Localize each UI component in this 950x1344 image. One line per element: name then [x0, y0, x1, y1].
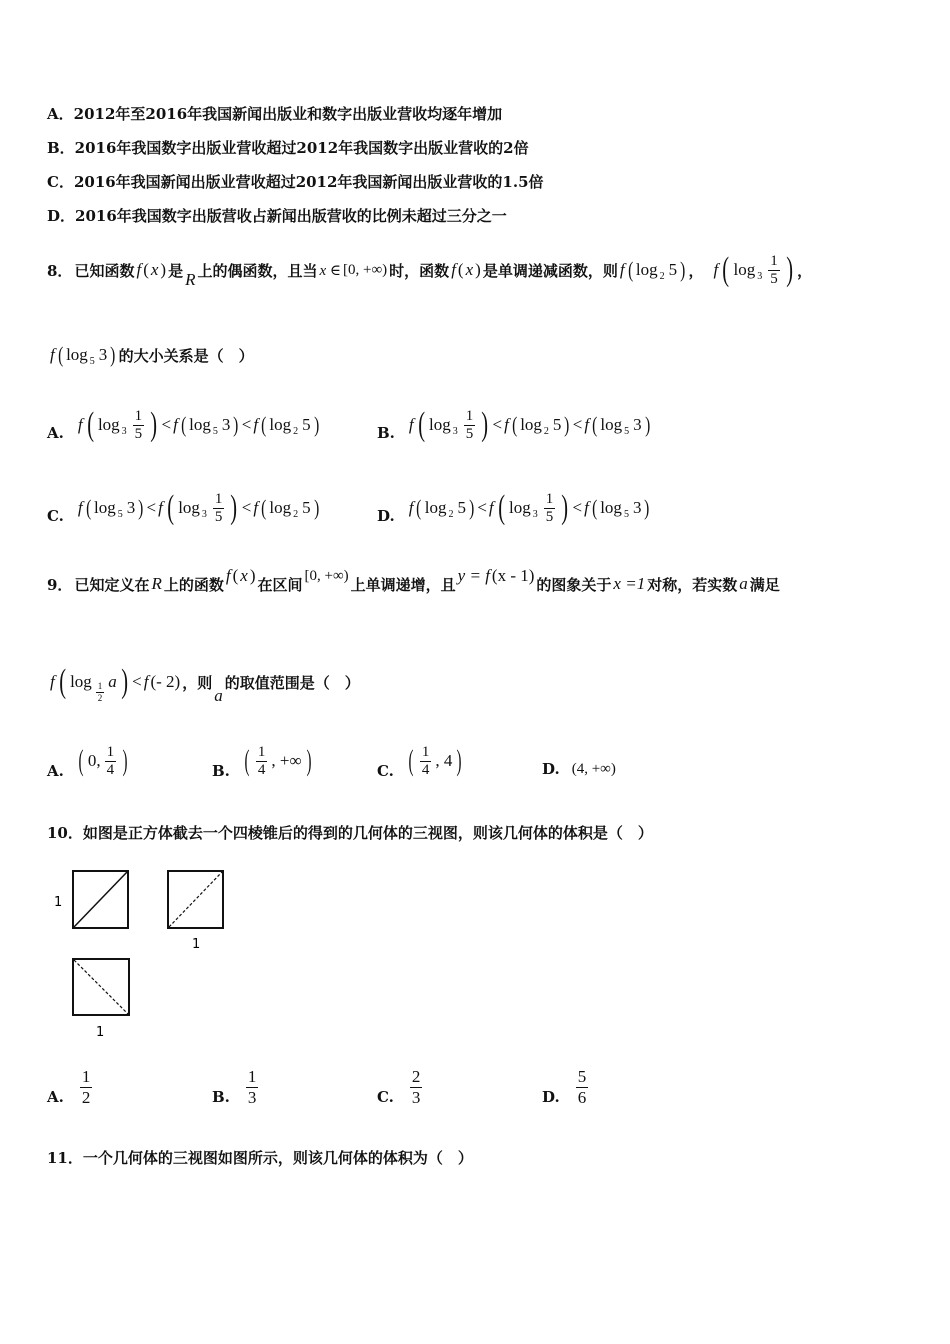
q8-option-a-expr: f ( log 3 $\frac{1}{5}$ ) < f ( log 5 3 ) < f ( log 2 5 )	[77, 406, 319, 443]
prev-option-d: D．2016年我国数字出版营收占新闻出版营收的比例未超过三分之一	[47, 207, 507, 225]
q9-option-d-label: D.	[542, 760, 560, 778]
front-view	[73, 871, 128, 928]
q9-text-3: 在区间	[257, 575, 303, 594]
q8-f-log5-3: f ( log 5 3 )	[50, 342, 116, 367]
q8-option-a-label: A.	[47, 424, 64, 442]
q9-option-b-expr: ( $\frac{1}{4}$ , +∞ )	[244, 743, 312, 778]
q9-a-2: a	[214, 686, 223, 705]
dim-label-side: 1	[192, 937, 201, 952]
dim-label-top: 1	[96, 1025, 105, 1040]
q10-option-a	[47, 1062, 94, 1112]
q8-option-b-expr: f ( log 3 $\frac{1}{5}$ ) < f ( log 2 5 ) < f ( log 5 3 )	[408, 406, 650, 443]
q9-y-eq-f: y = f (x - 1)	[457, 566, 535, 585]
q8-option-c-expr: f ( log 5 3 ) < f ( log 3 $\frac{1}{5}$ ) < f ( log 2 5 )	[77, 489, 319, 526]
q9-fx: f ( x )	[225, 566, 256, 585]
q9-option-a-label: A.	[47, 762, 64, 780]
q9-condition-expr: f ( log $\frac{1}{2}$ a ) < f (- 2)	[50, 663, 181, 703]
q9-text-9: 的取值范围是（ ）	[224, 673, 360, 692]
q8-option-c	[47, 481, 320, 535]
q10-option-d-value: $\frac{5}{6}$	[577, 1066, 587, 1107]
q8-text-5: 是单调递减函数，则	[482, 261, 618, 280]
q8-option-d-expr: f ( log 2 5 ) < f ( log 3 $\frac{1}{5}$ ) < f ( log 5 3 )	[408, 489, 650, 526]
prev-option-a: A．2012年至2016年我国新闻出版业和数字出版业营收均逐年增加	[47, 105, 503, 123]
q9-text-5: 的图象关于	[536, 575, 612, 594]
q8-option-b-label: B.	[377, 424, 395, 442]
three-view-figure	[40, 860, 300, 1050]
q10-option-b-label: B.	[212, 1088, 230, 1106]
q8-text-4: 时，函数	[389, 261, 450, 280]
q8-number: 8．	[47, 261, 73, 280]
q8-text-3: 上的偶函数，且当	[197, 261, 318, 280]
q10-option-a-value: $\frac{1}{2}$	[81, 1066, 91, 1107]
dim-label-front: 1	[54, 895, 63, 910]
q9-option-b-label: B.	[212, 762, 230, 780]
q10-option-d-label: D.	[542, 1088, 560, 1106]
q8-option-d-label: D.	[377, 507, 395, 525]
q10-option-a-label: A.	[47, 1088, 64, 1106]
q10-option-c-label: C.	[377, 1088, 394, 1106]
question-9-line1	[47, 566, 780, 602]
q8-option-d	[377, 481, 651, 535]
q10-option-d	[542, 1062, 590, 1112]
q9-text-7: 满足	[749, 575, 780, 594]
q9-option-c-label: C.	[377, 762, 394, 780]
q8-text-8: 的大小关系是（ ）	[118, 346, 254, 365]
prev-option-b: B．2016年我国数字出版业营收超过2012年我国数字出版业营收的2倍	[47, 139, 529, 157]
q9-option-c-expr: ( $\frac{1}{4}$ , 4 )	[408, 743, 462, 778]
question-8-line2	[50, 338, 254, 372]
question-11-text: 11．一个几何体的三视图如图所示，则该几何体的体积为（ ）	[47, 1149, 473, 1167]
q8-text-2: 是	[168, 261, 184, 280]
q9-x-eq-1: x =1	[613, 574, 646, 593]
q8-f-log3-fifth: f ( log 3 $\frac{1}{5}$ )	[713, 251, 793, 288]
q8-fx: f ( x )	[136, 260, 167, 279]
q9-option-b	[212, 736, 314, 786]
top-view	[73, 959, 129, 1015]
q8-option-c-label: C.	[47, 507, 64, 525]
q10-option-b-value: $\frac{1}{3}$	[247, 1066, 257, 1107]
q9-option-c	[377, 736, 464, 786]
q8-option-b	[377, 398, 651, 452]
q8-x-in-interval: x ∈ [0, +∞)	[319, 261, 388, 279]
side-view	[168, 871, 223, 928]
q8-option-a	[47, 398, 320, 452]
q9-option-d	[542, 752, 616, 786]
prev-option-c: C．2016年我国新闻出版业营收超过2012年我国新闻出版业营收的1.5倍	[47, 173, 544, 191]
q8-text-6: ，	[688, 261, 704, 280]
q9-R: R	[151, 574, 162, 593]
q10-option-c	[377, 1062, 424, 1112]
question-8-line1	[47, 240, 812, 300]
q9-option-a-expr: ( 0, $\frac{1}{4}$ )	[78, 743, 128, 778]
q10-option-b	[212, 1062, 260, 1112]
q8-R: R	[185, 270, 196, 289]
q9-interval: [0, +∞)	[304, 567, 349, 584]
question-10-text: 10．如图是正方体截去一个四棱锥后的得到的几何体的三视图，则该几何体的体积是（ ）	[47, 824, 653, 842]
q9-option-a	[47, 736, 130, 786]
q9-text-4: 上单调递增，且	[350, 575, 456, 594]
q8-text-1: 已知函数	[74, 261, 135, 280]
q9-text-2: 上的函数	[163, 575, 224, 594]
q8-fx-2: f ( x )	[451, 260, 481, 279]
q9-number: 9．	[47, 575, 73, 594]
question-9-line2	[50, 652, 360, 712]
q9-option-d-expr: (4, +∞)	[571, 760, 616, 777]
q8-f-log2-5: f ( log 2 5 )	[619, 257, 686, 282]
q8-text-7: ，	[797, 261, 813, 280]
q9-a: a	[739, 574, 748, 593]
q10-option-c-value: $\frac{2}{3}$	[411, 1066, 421, 1107]
q9-text-8: ，则	[182, 673, 213, 692]
q9-text-6: 对称，若实数	[647, 575, 738, 594]
q9-text-1: 已知定义在	[74, 575, 150, 594]
